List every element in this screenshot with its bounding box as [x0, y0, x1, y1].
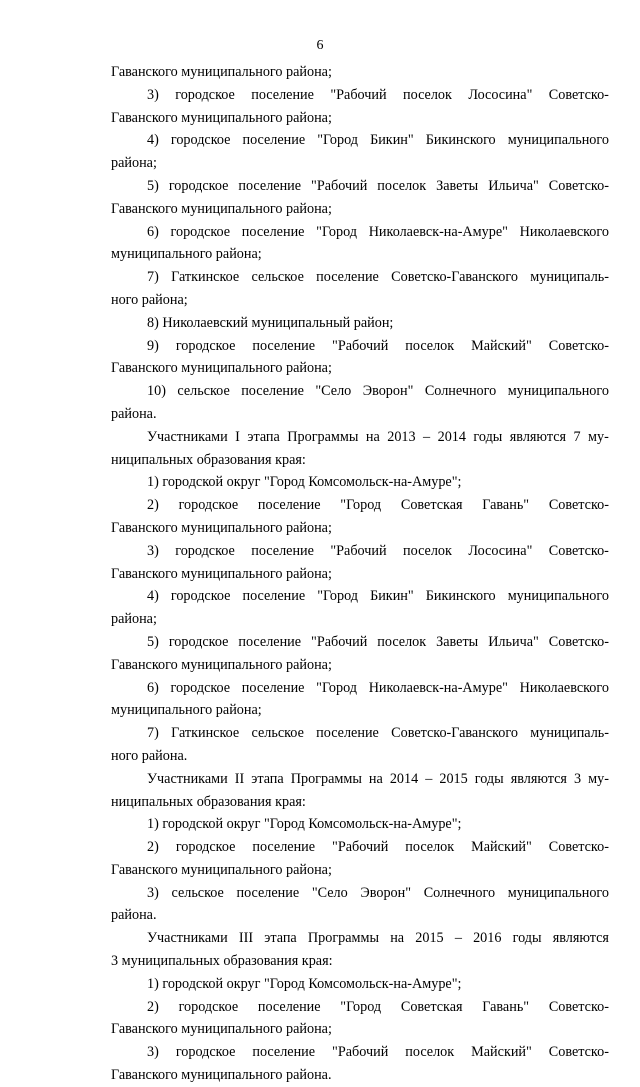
text-word: Бикин" — [370, 132, 414, 149]
text-word: Николаевского — [519, 223, 609, 240]
text-word: поселок — [377, 633, 427, 650]
text-line-content: 3 муниципальных образования края: — [111, 953, 333, 970]
text-word: Николаевск-на-Амуре" — [368, 679, 508, 696]
text-line-content: района. — [111, 405, 157, 422]
text-word: "Город — [317, 132, 359, 149]
text-word: "Рабочий — [330, 542, 387, 559]
text-word: III — [238, 930, 254, 947]
text-line — [111, 996, 609, 1019]
text-line — [111, 677, 609, 700]
text-word: сельское — [251, 725, 304, 742]
text-word: Майский" — [471, 839, 532, 856]
text-word: городское — [168, 177, 229, 194]
text-word: 5) — [147, 177, 159, 194]
text-line-content: муниципального района; — [111, 702, 262, 719]
text-word: Программы — [307, 930, 380, 947]
text-word: Советско- — [548, 86, 609, 103]
text-word: Участниками — [147, 428, 228, 445]
text-word: на — [368, 770, 383, 787]
text-line — [111, 426, 609, 449]
text-line-content: 1) городской округ "Город Комсомольск-на-Амуре"; — [147, 474, 462, 491]
text-word: годы — [473, 428, 503, 445]
text-word: Участниками — [147, 930, 228, 947]
text-word: "Город — [340, 998, 382, 1015]
text-line — [111, 84, 609, 107]
text-word: на — [390, 930, 405, 947]
text-line — [111, 449, 609, 472]
text-word: сельское — [177, 383, 230, 400]
text-word: поселение — [241, 679, 305, 696]
text-line — [111, 722, 609, 745]
text-word: городское — [170, 679, 231, 696]
text-word: Советско- — [548, 633, 609, 650]
text-word: являются — [510, 770, 567, 787]
text-line-content: района; — [111, 155, 157, 172]
text-word: муниципаль- — [530, 269, 609, 286]
text-line — [111, 289, 609, 312]
text-word: 2014 — [389, 770, 419, 787]
text-word: Эворон" — [362, 383, 414, 400]
text-word: сельское — [171, 884, 224, 901]
text-word: поселок — [405, 1044, 455, 1061]
text-word: поселение — [241, 223, 305, 240]
text-line-content: ного района; — [111, 291, 188, 308]
text-word: Эворон" — [360, 884, 412, 901]
text-word: этапа — [251, 770, 284, 787]
text-line — [111, 1041, 609, 1064]
text-word: 6) — [147, 679, 159, 696]
text-line — [111, 813, 609, 836]
text-word: Советско-Гаванского — [391, 269, 518, 286]
text-word: 3) — [147, 542, 159, 559]
text-word: городское — [175, 542, 235, 559]
text-word: Майский" — [471, 1044, 532, 1061]
text-word: – — [423, 428, 431, 445]
text-word: Советско- — [548, 839, 609, 856]
text-line — [111, 517, 609, 540]
text-word: "Рабочий — [332, 839, 389, 856]
text-word: Заветы — [436, 177, 479, 194]
text-word: Советско- — [548, 177, 609, 194]
text-line — [111, 654, 609, 677]
text-word: – — [454, 930, 462, 947]
text-word: му- — [588, 428, 609, 445]
text-word: Бикинского — [425, 588, 496, 605]
text-line — [111, 882, 609, 905]
text-word: поселение — [316, 269, 379, 286]
text-line — [111, 152, 609, 175]
text-word: этапа — [264, 930, 297, 947]
text-word: муниципального — [507, 132, 609, 149]
text-word: 4) — [147, 588, 159, 605]
text-word: "Рабочий — [332, 1044, 389, 1061]
text-line-content: 1) городской округ "Город Комсомольск-на-Амуре"; — [147, 816, 462, 833]
text-line — [111, 927, 609, 950]
text-word: Николаевск-на-Амуре" — [368, 223, 508, 240]
text-word: Ильича" — [488, 633, 539, 650]
text-line — [111, 1064, 609, 1087]
text-word: Советско- — [548, 542, 609, 559]
text-word: 7) — [147, 269, 159, 286]
text-word: 2015 — [439, 770, 468, 787]
text-line — [111, 859, 609, 882]
text-line — [111, 585, 609, 608]
text-word: поселение — [257, 998, 321, 1015]
text-word: городское — [168, 633, 229, 650]
text-word: 2015 — [415, 930, 444, 947]
text-word: Майский" — [471, 337, 532, 354]
text-word: "Село — [311, 884, 348, 901]
text-word: 5) — [147, 633, 159, 650]
text-line — [111, 745, 609, 768]
text-word: поселок — [377, 177, 427, 194]
text-word: поселение — [238, 177, 302, 194]
text-word: Гавань" — [482, 497, 530, 514]
text-line — [111, 563, 609, 586]
text-word: поселение — [241, 383, 304, 400]
text-word: поселение — [257, 497, 321, 514]
text-line — [111, 494, 609, 517]
text-word: на — [365, 428, 380, 445]
text-word: 3) — [147, 86, 159, 103]
text-line-content: 8) Николаевский муниципальный район; — [147, 314, 394, 331]
text-line — [111, 699, 609, 722]
text-word: годы — [512, 930, 542, 947]
text-word: поселение — [242, 588, 306, 605]
text-line — [111, 129, 609, 152]
text-line-content: Гаванского муниципального района. — [111, 1067, 332, 1084]
text-word: Гаткинское — [171, 725, 240, 742]
text-word: 2) — [147, 497, 159, 514]
text-word: городское — [178, 998, 239, 1015]
text-word: 2) — [147, 839, 159, 856]
text-line — [111, 471, 609, 494]
text-word: I — [235, 428, 240, 445]
text-word: городское — [175, 1044, 236, 1061]
text-word: Участниками — [147, 770, 228, 787]
text-word: Советско- — [548, 497, 609, 514]
text-word: сельское — [251, 269, 304, 286]
text-word: Лососина" — [468, 542, 533, 559]
text-word: поселение — [252, 1044, 316, 1061]
text-word: Бикин" — [370, 588, 414, 605]
text-word: Лососина" — [468, 86, 533, 103]
text-word: Гавань" — [482, 998, 530, 1015]
text-word: 10) — [147, 383, 166, 400]
text-line — [111, 312, 609, 335]
text-word: 9) — [147, 337, 159, 354]
text-word: Бикинского — [425, 132, 496, 149]
text-line — [111, 836, 609, 859]
text-line-content: Гаванского муниципального района; — [111, 656, 332, 673]
text-word: Николаевского — [519, 679, 609, 696]
text-line — [111, 335, 609, 358]
text-word: 3 — [574, 770, 582, 787]
text-word: этапа — [247, 428, 280, 445]
text-line — [111, 198, 609, 221]
text-word: являются — [509, 428, 567, 445]
text-word: "Город — [317, 588, 359, 605]
text-word: поселение — [316, 725, 379, 742]
text-line — [111, 791, 609, 814]
text-word: Советско- — [548, 998, 609, 1015]
text-line — [111, 904, 609, 927]
text-word: муниципального — [507, 884, 609, 901]
text-word: 3) — [147, 1044, 159, 1061]
text-word: Советско-Гаванского — [391, 725, 518, 742]
text-line-content: Гаванского муниципального района; — [111, 64, 332, 80]
text-line — [111, 243, 609, 266]
text-word: поселение — [252, 839, 316, 856]
text-line — [111, 266, 609, 289]
text-word: "Город — [316, 679, 357, 696]
text-word: – — [425, 770, 433, 787]
text-word: Гаткинское — [171, 269, 240, 286]
text-word: Программы — [290, 770, 362, 787]
text-word: поселение — [252, 337, 316, 354]
text-line — [111, 973, 609, 996]
text-word: поселение — [236, 884, 300, 901]
text-word: "Город — [316, 223, 357, 240]
text-word: городское — [175, 337, 236, 354]
text-line-content: Гаванского муниципального района; — [111, 1021, 332, 1038]
text-line — [111, 631, 609, 654]
text-word: годы — [474, 770, 504, 787]
text-word: "Рабочий — [330, 86, 387, 103]
text-line-content: района; — [111, 611, 157, 628]
text-word: являются — [552, 930, 609, 947]
text-line-content: Гаванского муниципального района; — [111, 109, 332, 126]
text-word: му- — [588, 770, 609, 787]
text-word: 6) — [147, 223, 159, 240]
text-word: "Город — [340, 497, 382, 514]
document-body — [111, 61, 609, 1087]
text-word: II — [234, 770, 245, 787]
text-word: Советско- — [548, 1044, 609, 1061]
text-line — [111, 221, 609, 244]
text-line — [111, 357, 609, 380]
text-word: городское — [178, 497, 239, 514]
text-word: городское — [170, 588, 231, 605]
text-word: городское — [175, 86, 235, 103]
text-word: городское — [170, 132, 231, 149]
text-line-content: ного района. — [111, 747, 188, 764]
text-word: Советская — [400, 497, 463, 514]
text-word: 2014 — [437, 428, 466, 445]
text-word: Ильича" — [488, 177, 539, 194]
text-word: 7) — [147, 725, 159, 742]
text-line-content: Гаванского муниципального района; — [111, 565, 332, 582]
text-word: Солнечного — [424, 383, 497, 400]
text-word: муниципаль- — [530, 725, 609, 742]
text-line — [111, 1018, 609, 1041]
text-line-content: 1) городской округ "Город Комсомольск-на-Амуре"; — [147, 975, 462, 992]
text-word: муниципального — [507, 588, 609, 605]
text-word: "Рабочий — [311, 633, 368, 650]
text-word: городское — [170, 223, 231, 240]
text-line — [111, 61, 609, 84]
text-word: 2) — [147, 998, 159, 1015]
text-word: муниципального — [507, 383, 609, 400]
text-word: Советская — [400, 998, 463, 1015]
text-line-content: района. — [111, 907, 157, 924]
text-word: "Рабочий — [332, 337, 389, 354]
text-line — [111, 608, 609, 631]
text-line-content: ниципальных образования края: — [111, 451, 306, 468]
text-line-content: Гаванского муниципального района; — [111, 519, 332, 536]
text-word: городское — [175, 839, 236, 856]
text-word: поселение — [251, 542, 314, 559]
text-line — [111, 950, 609, 973]
text-word: 7 — [573, 428, 581, 445]
text-word: поселок — [405, 337, 455, 354]
text-line — [111, 768, 609, 791]
text-word: Советско- — [548, 337, 609, 354]
text-word: поселение — [251, 86, 314, 103]
text-word: 2013 — [387, 428, 416, 445]
text-word: 2016 — [473, 930, 502, 947]
text-word: "Село — [315, 383, 352, 400]
text-word: Заветы — [436, 633, 479, 650]
page-number: 6 — [316, 38, 324, 53]
text-line-content: Гаванского муниципального района; — [111, 360, 332, 377]
text-line-content: муниципального района; — [111, 246, 262, 263]
text-word: поселок — [403, 86, 452, 103]
text-line — [111, 107, 609, 130]
text-word: "Рабочий — [311, 177, 368, 194]
text-word: поселок — [403, 542, 452, 559]
text-line-content: Гаванского муниципального района; — [111, 200, 332, 217]
text-word: Солнечного — [423, 884, 496, 901]
text-line — [111, 175, 609, 198]
text-line — [111, 403, 609, 426]
text-word: 4) — [147, 132, 159, 149]
text-line — [111, 540, 609, 563]
text-word: поселок — [405, 839, 455, 856]
text-word: поселение — [242, 132, 306, 149]
text-line-content: Гаванского муниципального района; — [111, 861, 332, 878]
text-word: поселение — [238, 633, 302, 650]
text-line — [111, 380, 609, 403]
text-line-content: ниципальных образования края: — [111, 793, 306, 810]
text-word: Программы — [287, 428, 359, 445]
text-word: 3) — [147, 884, 159, 901]
